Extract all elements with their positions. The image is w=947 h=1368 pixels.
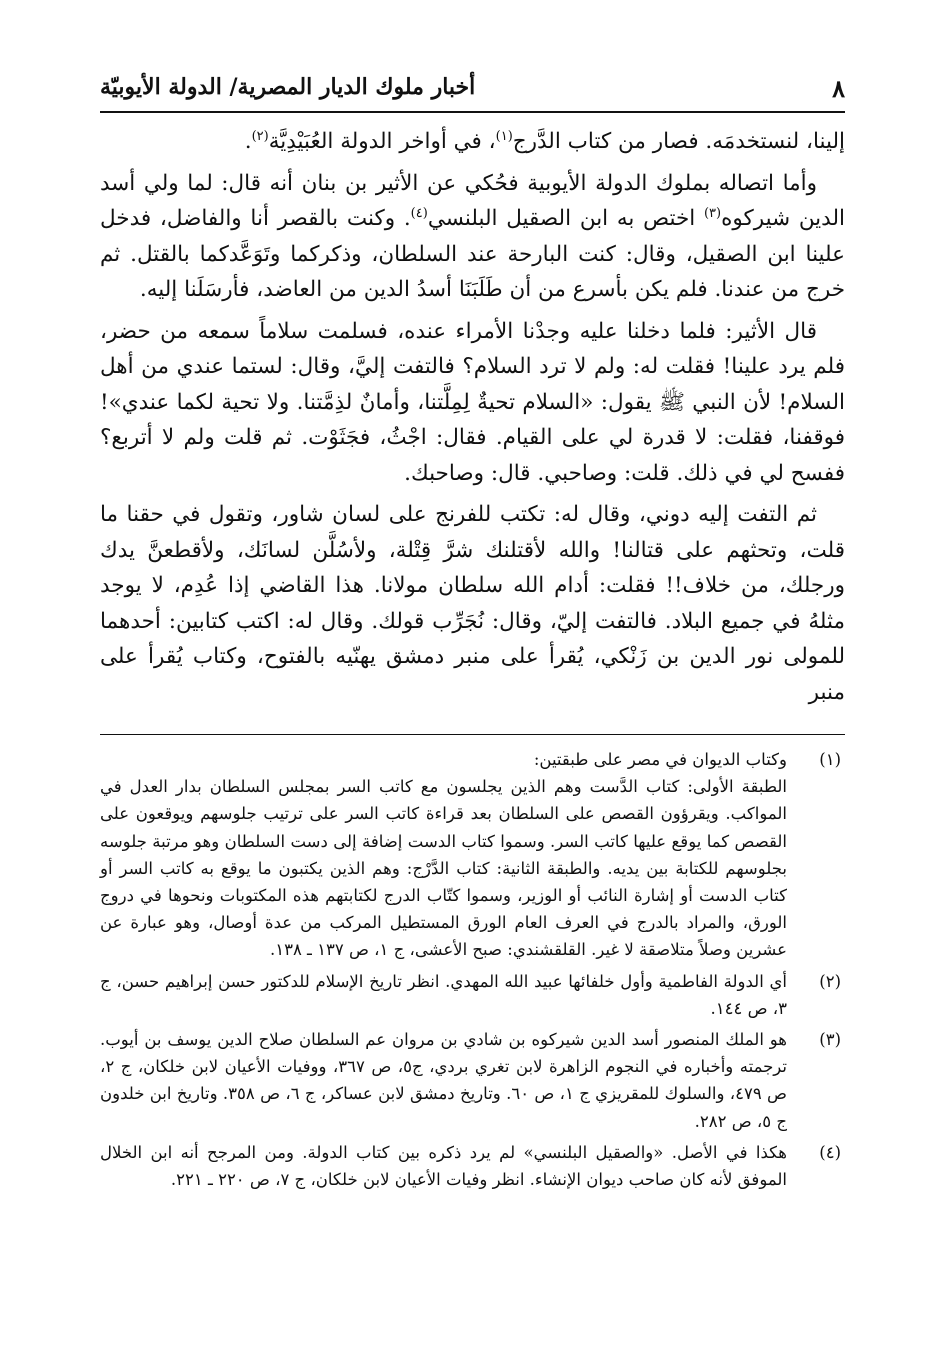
- footnote-text: [100, 968, 787, 1022]
- footnote-line: هكذا في الأصل. «والصقيل البلنسي» لم يرد ذكره بين كتاب الدولة. ومن المرجح أنه ابن الخلال الموفق لأنه كان صاحب ديوان الإنشاء. انظر وفيات الأعيان لابن خلكان، ج ٧، ص ٢٢٠ ـ ٢٢١.: [100, 1142, 787, 1190]
- footnote-number: (٤): [819, 1142, 841, 1162]
- header-divider: [100, 111, 845, 113]
- paragraph-1-part-c: .: [244, 129, 252, 154]
- running-title: أخبار ملوك الديار المصرية/ الدولة الأيوبيّة: [100, 74, 476, 100]
- paragraph-1: [100, 124, 845, 160]
- paragraph-1-part-b: ، في أواخر الدولة العُبَيْدِيَّة: [268, 129, 496, 154]
- footnote-text: [100, 1139, 787, 1193]
- paragraph-4: ثم التفت إليه دوني، وقال له: تكتب للفرنج على لسان شاور، وتقول في حقنا ما قلت، وتحثهم على قتالنا! والله لأقتلنك شرَّ قِتْلة، ولأسُلَّن لسانَك، ولأقطعنَّ يدك ورجلك، من خلاف!! فقلت: أدام الله سلطان مولانا. هذا القاضي إذا عُدِم، لا يوجد مثلهُ في جميع البلاد. فالتفت إليّ، وقال: نُجَرِّب قولك. وقال له: اكتب كتابين: أحدهما للمولى نور الدين بن زَنْكي، يُقرأ على منبر دمشق يهنّيه بالفتوح، وكتاب يُقرأ على منبر: [100, 502, 845, 705]
- footnote-line: أي الدولة الفاطمية وأول خلفائها عبيد الله المهدي. انظر تاريخ الإسلام للدكتور حسن إبراهيم حسن، ج ٣، ص ١٤٤.: [100, 971, 787, 1018]
- paragraph-2-part-a: وأما اتصاله بملوك الدولة الأيوبية فحُكي عن الأثير بن بنان أنه قال: لما ولي أسد الدين شيركوه: [100, 170, 845, 231]
- footnote-1: [100, 746, 845, 964]
- paragraph-3: قال الأثير: فلما دخلنا عليه وجدْنا الأمراء عنده، فسلمت سلاماً سمعه من حضر، فلم يرد علينا! فقلت له: ولم لا ترد السلام؟ فالتفت إليَّ، وقال: لستما عندي من أهل السلام! لأن النبي ﷺ يقول: «السلام تحيةٌ لِمِلَّتنا، وأمانٌ لذِمَّتنا. ولا تحية لكما عندي»! فوقفنا، فقلت: لا قدرة لي على القيام. فقال: اجْثُ، فجَثَوْت. ثم قلت ولم لا أتربع؟ ففسح لي في ذلك. قلت: وصاحبي. قال: وصاحبك.: [100, 318, 845, 486]
- footnote-divider: [100, 734, 845, 735]
- footnote-line: الطبقة الأولى: كتاب الدَّست وهم الذين يجلسون مع كاتب السر بمجلس السلطان بدار العدل في المواكب. ويقرؤون القصص على السلطان بعد قراءة كاتب السر على ترتيب جلوسهم ويوقعون على القصص كما يوقع عليها كاتب السر. وسموا كتاب الدست إضافة إلى دست السلطان وهو مرتبة جلوسه بجلوسهم للكتابة بين يديه. والطبقة الثانية: كتاب الدَّرْج: وهم الذين يكتبون ما يوقع به كاتب السر أو كتاب الدست أو إشارة النائب أو الوزير، وسموا كتّاب الدرج لكتابتهم هذه المكتوبات ونحوها في دروج الورق، والمراد بالدرج في العرف العام الورق المستطيل المركب من عدة أوصال، وهو عبارة عن عشرين وصلاً متلاصقة لا غير. القلقشندي: صبح الأعشى، ج ١، ص ١٣٧ ـ ١٣٨.: [100, 777, 788, 960]
- footnote-ref-1[interactable]: (١): [495, 129, 513, 144]
- footnote-number: (١): [819, 750, 841, 769]
- footnote-line: هو الملك المنصور أسد الدين شيركوه بن شادي بن مروان عم السلطان صلاح الدين يوسف بن أيوب. ترجمته وأخباره في النجوم الزاهرة لابن تغري بردي، ج٥، ص ٣٦٧، ووفيات الأعيان لابن خلكان، ج ٢، ص ٤٧٩، والسلوك للمقريزي ج ١، ص ٦٠. وتاريخ دمشق لابن عساكر، ج ٦، ص ٣٥٨. وتاريخ ابن خلدون ج ٥، ص ٢٨٢.: [100, 1030, 788, 1131]
- footnote-4: [100, 1139, 845, 1193]
- footnote-ref-4[interactable]: (٤): [410, 206, 428, 221]
- footnote-text: [100, 746, 787, 964]
- paragraph-2-part-c: . وكنت بالقصر أنا والفاضل، فدخل علينا ابن الصقيل، وقال: كنت البارحة عند السلطان، وذكركما وتَوَعَّدكما بالقتل. ثم خرج من عندنا. فلم يكن بأسرع من أن طَلَبَنَا أسدُ الدين من العاضد، فأرسَلَنا إليه.: [100, 206, 845, 302]
- footnotes-section: [100, 746, 845, 1197]
- footnote-ref-2[interactable]: (٢): [251, 129, 269, 144]
- page-number: ٨: [832, 74, 845, 103]
- footnote-line: وكتاب الديوان في مصر على طبقتين:: [533, 750, 787, 769]
- footnote-3: [100, 1026, 845, 1135]
- paragraph-2-part-b: اختص به ابن الصقيل البلنسي: [427, 206, 704, 231]
- paragraph-2: [100, 166, 845, 308]
- footnote-ref-3[interactable]: (٣): [703, 206, 722, 221]
- page-header: [100, 72, 845, 108]
- footnote-number: (٣): [819, 1030, 841, 1050]
- main-text: [100, 124, 845, 716]
- footnote-number: (٢): [819, 971, 841, 991]
- footnote-2: [100, 968, 845, 1022]
- paragraph-1-part-a: إلينا، لنستخدمَه. فصار من كتاب الدَّرج: [512, 129, 845, 154]
- footnote-text: [100, 1026, 787, 1135]
